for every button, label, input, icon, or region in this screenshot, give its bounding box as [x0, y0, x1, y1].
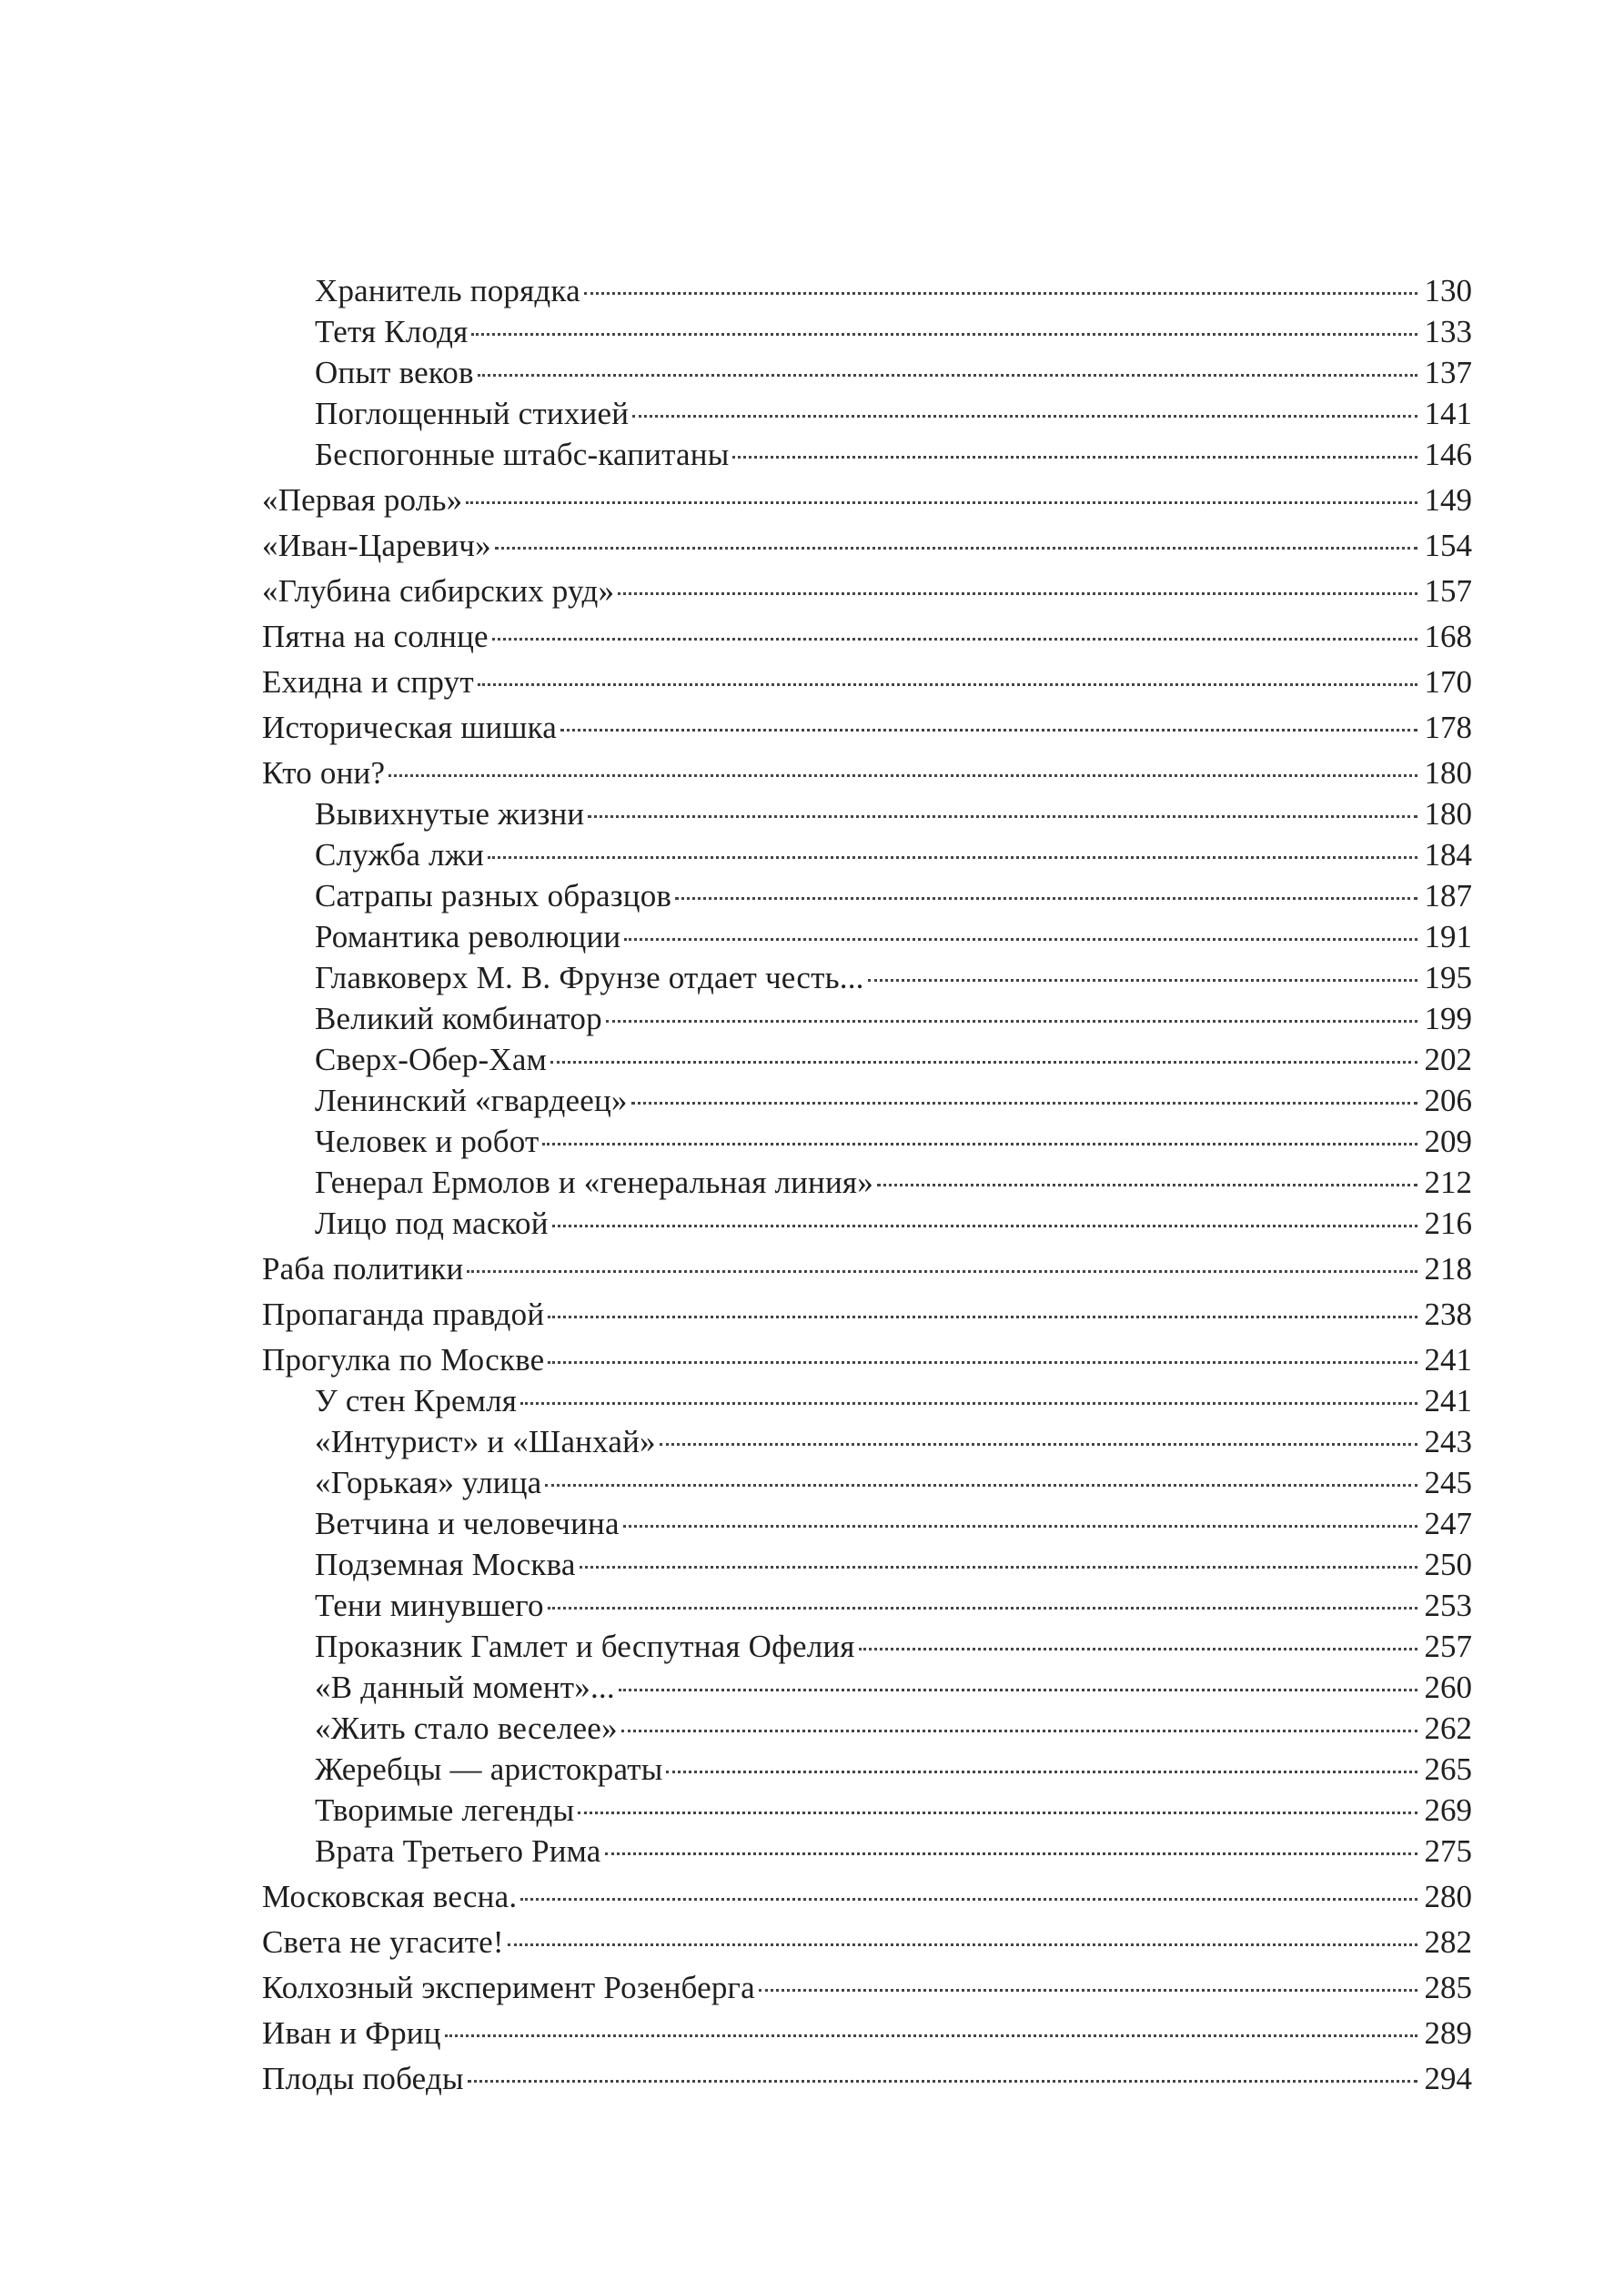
- toc-entry-title: Генерал Ермолов и «генеральная линия»: [315, 1165, 873, 1200]
- toc-entry: [262, 1542, 1472, 1583]
- dot-leader: [492, 638, 1417, 641]
- toc-entry-title: Тени минувшего: [315, 1588, 544, 1623]
- toc-entry-page: 269: [1424, 1792, 1472, 1828]
- dot-leader: [445, 2034, 1417, 2037]
- toc-entry-page: 146: [1424, 437, 1472, 472]
- toc-entry-title: Главковерх М. В. Фрунзе отдает честь...: [315, 960, 864, 995]
- toc-entry: [262, 1870, 1472, 1915]
- dot-leader: [619, 1689, 1417, 1691]
- dot-leader: [508, 1943, 1417, 1946]
- toc-entry-page: 212: [1424, 1165, 1472, 1200]
- toc-entry-title: Историческая шишка: [262, 710, 558, 745]
- toc-entry-title: Великий комбинатор: [315, 1001, 602, 1036]
- toc-entry: [262, 746, 1472, 792]
- toc-entry-page: 247: [1424, 1506, 1472, 1541]
- toc-entry: [262, 1201, 1472, 1242]
- dot-leader: [467, 1270, 1417, 1273]
- dot-leader: [545, 1484, 1417, 1487]
- toc-entry-page: 289: [1424, 2015, 1472, 2051]
- dot-leader: [621, 1730, 1417, 1732]
- dot-leader: [675, 897, 1417, 900]
- toc-entry-title: Иван и Фриц: [262, 2015, 441, 2051]
- toc-entry-page: 253: [1424, 1588, 1472, 1623]
- toc-entry-page: 141: [1424, 396, 1472, 431]
- dot-leader: [859, 1648, 1417, 1650]
- toc-entry-title: Ветчина и человечина: [315, 1506, 620, 1541]
- toc-entry-page: 250: [1424, 1547, 1472, 1582]
- toc-entry: [262, 432, 1472, 473]
- toc-entry-page: 294: [1424, 2061, 1472, 2096]
- toc-entry-title: «Первая роль»: [262, 482, 463, 518]
- dot-leader: [877, 1184, 1417, 1186]
- dot-leader: [550, 1061, 1417, 1064]
- toc-entry-page: 180: [1424, 755, 1472, 791]
- dot-leader: [560, 729, 1417, 732]
- toc-entry-page: 202: [1424, 1042, 1472, 1077]
- toc-entry-title: Поглощенный стихией: [315, 396, 630, 431]
- toc-entry: [262, 2052, 1472, 2097]
- toc-entry-page: 245: [1424, 1465, 1472, 1500]
- toc-entry-title: Вывихнутые жизни: [315, 796, 585, 832]
- toc-entry-page: 206: [1424, 1083, 1472, 1118]
- toc-entry-title: Тетя Клодя: [315, 314, 469, 349]
- toc-entry-page: 199: [1424, 1001, 1472, 1036]
- dot-leader: [606, 1020, 1417, 1023]
- toc-entry-title: Подземная Москва: [315, 1547, 576, 1582]
- dot-leader: [618, 592, 1417, 595]
- toc-entry-title: Сатрапы разных образцов: [315, 878, 672, 913]
- dot-leader: [632, 415, 1417, 418]
- toc-entry-page: 168: [1424, 619, 1472, 654]
- toc-entry-title: Московская весна.: [262, 1879, 518, 1914]
- toc-entry: [262, 2006, 1472, 2052]
- dot-leader: [520, 1898, 1417, 1901]
- toc-entry-page: 191: [1424, 919, 1472, 954]
- toc-entry-title: Романтика революции: [315, 919, 621, 954]
- toc-entry-title: Пятна на солнце: [262, 619, 489, 654]
- toc-entry-page: 262: [1424, 1711, 1472, 1746]
- toc-entry: [262, 792, 1472, 833]
- toc-entry-title: Колхозный эксперимент Розенберга: [262, 1970, 755, 2005]
- toc-entry-page: 137: [1424, 355, 1472, 390]
- toc-entry: [262, 1665, 1472, 1706]
- dot-leader: [548, 1361, 1417, 1364]
- toc-entry-page: 241: [1424, 1342, 1472, 1378]
- toc-entry-page: 280: [1424, 1879, 1472, 1914]
- dot-leader: [466, 501, 1417, 504]
- toc-entry-title: «Жить стало веселее»: [315, 1711, 618, 1746]
- dot-leader: [548, 1316, 1417, 1318]
- dot-leader: [478, 683, 1417, 686]
- toc-entry-page: 285: [1424, 1970, 1472, 2005]
- toc-entry-page: 265: [1424, 1751, 1472, 1787]
- toc-entry-title: Опыт веков: [315, 355, 474, 390]
- toc-entry-page: 238: [1424, 1297, 1472, 1332]
- dot-leader: [495, 547, 1417, 550]
- toc-entry-title: Пропаганда правдой: [262, 1297, 545, 1332]
- toc-entry-title: Врата Третьего Рима: [315, 1833, 601, 1869]
- toc-entry: [262, 1788, 1472, 1829]
- toc-entry-title: Человек и робот: [315, 1124, 540, 1159]
- toc-entry: [262, 1706, 1472, 1747]
- toc-entry: [262, 1583, 1472, 1624]
- toc-entry-title: «Интурист» и «Шанхай»: [315, 1424, 656, 1459]
- toc-entry-page: 216: [1424, 1206, 1472, 1241]
- toc-entry: [262, 1160, 1472, 1201]
- toc-entry: [262, 1419, 1472, 1460]
- toc-entry: [262, 519, 1472, 564]
- toc-entry-title: Раба политики: [262, 1251, 464, 1287]
- toc-entry: [262, 701, 1472, 746]
- toc-entry-title: Проказник Гамлет и беспутная Офелия: [315, 1629, 855, 1664]
- toc-entry: [262, 1378, 1472, 1419]
- toc-entry-page: 133: [1424, 314, 1472, 349]
- toc-entry-page: 218: [1424, 1251, 1472, 1287]
- toc-entry-title: Света не угасите!: [262, 1924, 504, 1960]
- toc-entry: [262, 1287, 1472, 1333]
- toc-entry-page: 157: [1424, 573, 1472, 609]
- toc-entry-title: Лицо под маской: [315, 1206, 549, 1241]
- toc-entry: [262, 1961, 1472, 2006]
- dot-leader: [542, 1143, 1417, 1146]
- toc-entry: [262, 309, 1472, 350]
- dot-leader: [388, 774, 1417, 777]
- toc-entry: [262, 833, 1472, 873]
- dot-leader: [660, 1443, 1417, 1446]
- toc-entry-page: 154: [1424, 528, 1472, 563]
- toc-entry-title: Прогулка по Москве: [262, 1342, 545, 1378]
- dot-leader: [759, 1989, 1417, 1992]
- toc-entry-title: Хранитель порядка: [315, 273, 580, 308]
- toc-entry-title: «Глубина сибирских руд»: [262, 573, 615, 609]
- dot-leader: [471, 333, 1417, 336]
- dot-leader: [520, 1402, 1417, 1405]
- toc-entry-title: Творимые легенды: [315, 1792, 575, 1828]
- toc-entry-title: Служба лжи: [315, 837, 485, 873]
- toc-entry: [262, 1624, 1472, 1665]
- toc-entry: [262, 1829, 1472, 1870]
- dot-leader: [605, 1852, 1417, 1855]
- toc-entry: [262, 1460, 1472, 1501]
- toc-entry-page: 195: [1424, 960, 1472, 995]
- toc-entry: [262, 873, 1472, 914]
- toc-entry-title: «Горькая» улица: [315, 1465, 542, 1500]
- toc-entry: [262, 391, 1472, 432]
- toc-entry: [262, 273, 1472, 309]
- dot-leader: [588, 815, 1417, 818]
- toc-entry-page: 282: [1424, 1924, 1472, 1960]
- toc-entry-title: У стен Кремля: [315, 1383, 518, 1418]
- toc-entry: [262, 955, 1472, 996]
- toc-entry-title: Кто они?: [262, 755, 386, 791]
- toc-entry-page: 275: [1424, 1833, 1472, 1869]
- toc-entry-title: Сверх-Обер-Хам: [315, 1042, 547, 1077]
- dot-leader: [631, 1102, 1417, 1105]
- toc-entry-page: 187: [1424, 878, 1472, 913]
- toc-entry-page: 178: [1424, 710, 1472, 745]
- toc-entry-title: Беспогонные штабс-капитаны: [315, 437, 730, 472]
- toc-entry: [262, 610, 1472, 655]
- toc-entry: [262, 914, 1472, 955]
- toc-entry: [262, 1242, 1472, 1287]
- toc-entry-page: 180: [1424, 796, 1472, 832]
- toc-entry: [262, 564, 1472, 610]
- toc-entry: [262, 655, 1472, 701]
- toc-entry-title: «В данный момент»...: [315, 1670, 615, 1705]
- dot-leader: [584, 292, 1417, 295]
- dot-leader: [468, 2080, 1417, 2083]
- toc-entry-page: 241: [1424, 1383, 1472, 1418]
- toc-entry-page: 184: [1424, 837, 1472, 873]
- toc-entry-page: 209: [1424, 1124, 1472, 1159]
- dot-leader: [578, 1812, 1417, 1814]
- toc-entry: [262, 1078, 1472, 1119]
- toc-entry-page: 149: [1424, 482, 1472, 518]
- dot-leader: [488, 856, 1417, 859]
- toc-entry-title: Ехидна и спрут: [262, 664, 474, 700]
- toc-entry-title: Плоды победы: [262, 2061, 464, 2096]
- dot-leader: [666, 1771, 1417, 1773]
- dot-leader: [624, 938, 1417, 941]
- toc-entry: [262, 1037, 1472, 1078]
- dot-leader: [548, 1607, 1417, 1610]
- toc-entry-title: Жеребцы — аристократы: [315, 1751, 663, 1787]
- toc-entry: [262, 350, 1472, 391]
- toc-entry-page: 243: [1424, 1424, 1472, 1459]
- dot-leader: [580, 1566, 1417, 1569]
- toc-entry-page: 257: [1424, 1629, 1472, 1664]
- toc-entry-page: 260: [1424, 1670, 1472, 1705]
- toc-entry: [262, 1915, 1472, 1961]
- dot-leader: [478, 374, 1417, 377]
- toc-entry: [262, 1119, 1472, 1160]
- toc-entry-title: Ленинский «гвардеец»: [315, 1083, 628, 1118]
- toc-entry-page: 170: [1424, 664, 1472, 700]
- dot-leader: [623, 1525, 1417, 1528]
- table-of-contents: [262, 273, 1472, 2097]
- toc-entry: [262, 1333, 1472, 1378]
- dot-leader: [868, 979, 1417, 982]
- toc-entry: [262, 1501, 1472, 1542]
- toc-entry-page: 130: [1424, 273, 1472, 308]
- dot-leader: [732, 456, 1417, 459]
- dot-leader: [552, 1225, 1417, 1227]
- toc-entry: [262, 1747, 1472, 1788]
- toc-entry: [262, 473, 1472, 519]
- toc-entry: [262, 996, 1472, 1037]
- toc-entry-title: «Иван-Царевич»: [262, 528, 491, 563]
